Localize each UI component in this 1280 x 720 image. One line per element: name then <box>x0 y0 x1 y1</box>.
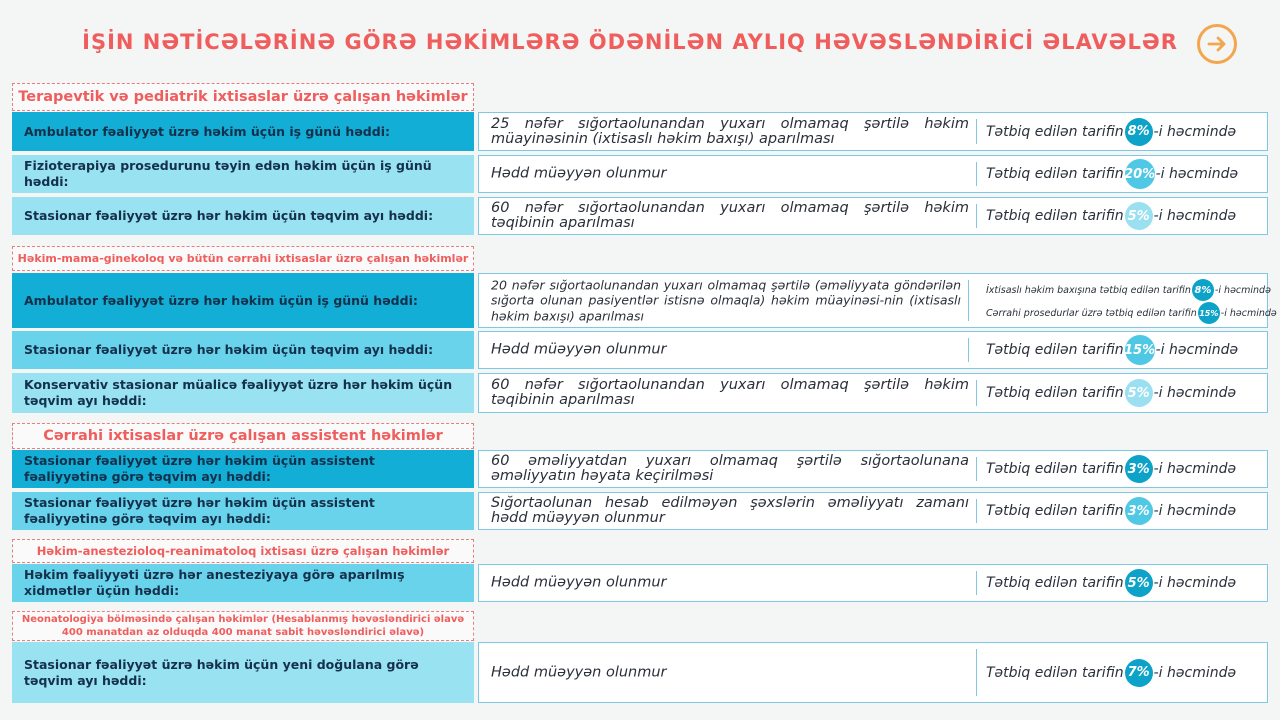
section-heading-anesthesiology: Həkim-anestezioloq-reanimatoloq ixtisası üzrə çalışan həkimlər <box>12 539 474 563</box>
rate-suffix: -i həcmində <box>1153 503 1237 519</box>
rate-suffix: -i həcmində <box>1153 385 1237 401</box>
rate-prefix: Tətbiq edilən tarifin <box>986 664 1124 681</box>
row-condition: 60 nəfər sığortaolunandan yuxarı olmamaq şərtilə həkim təqibinin aparılması <box>491 376 969 408</box>
rate-prefix: Tətbiq edilən tarifin <box>986 208 1124 224</box>
row-content <box>478 112 1268 151</box>
rate-prefix: Tətbiq edilən tarifin <box>986 123 1124 140</box>
row-rate <box>986 335 1238 365</box>
row-rate <box>986 279 1271 301</box>
row-rate <box>986 159 1238 189</box>
row-condition: 60 nəfər sığortaolunandan yuxarı olmamaq şərtilə həkim təqibinin aparılması <box>491 199 969 231</box>
row-label: Həkim fəaliyyəti üzrə hər anesteziyaya görə aparılmış xidmətlər üçün həddi: <box>12 564 474 602</box>
percent-badge: 20% <box>1125 159 1155 189</box>
divider <box>976 204 977 228</box>
row-condition: Hədd müəyyən olunmur <box>491 574 667 591</box>
divider <box>968 338 969 362</box>
row-label: Stasionar fəaliyyət üzrə hər həkim üçün təqvim ayı həddi: <box>12 331 474 369</box>
row-label: Konservativ stasionar müalicə fəaliyyət üzrə hər həkim üçün təqvim ayı həddi: <box>12 373 474 413</box>
row-rate <box>986 569 1236 597</box>
rate-prefix: Tətbiq edilən tarifin <box>986 575 1124 591</box>
row-condition: 25 nəfər sığortaolunandan yuxarı olmamaq şərtilə həkim müayinəsinin (ixtisaslı həkim baxışı) aparılması <box>491 115 969 147</box>
rate-suffix: -i həcmində <box>1153 664 1237 681</box>
divider <box>976 162 977 186</box>
section-heading-therapeutic: Terapevtik və pediatrik ixtisaslar üzrə çalışan həkimlər <box>12 83 474 111</box>
rate-suffix: -i həcmində <box>1155 342 1239 358</box>
rate-suffix: -i həcmində <box>1153 123 1237 140</box>
percent-badge: 5% <box>1125 569 1153 597</box>
page-title: İŞİN NƏTİCƏLƏRİNƏ GÖRƏ HƏKİMLƏRƏ ÖDƏNİLƏN AYLIQ HƏVƏSLƏNDİRİCİ ƏLAVƏLƏR <box>82 30 1178 54</box>
row-rate <box>986 302 1277 324</box>
percent-badge: 5% <box>1125 379 1153 407</box>
row-content <box>478 197 1268 235</box>
section-heading-neonatology: Neonatologiya bölməsində çalışan həkimlər (Hesablanmış həvəsləndirici əlavə 400 manatdan az olduqda 400 manat sabit həvəsləndirici əlavə) <box>12 611 474 641</box>
row-label: Stasionar fəaliyyət üzrə həkim üçün yeni doğulana görə təqvim ayı həddi: <box>12 642 474 703</box>
row-label: Stasionar fəaliyyət üzrə hər həkim üçün assistent fəaliyyətinə görə təqvim ayı həddi: <box>12 492 474 530</box>
row-condition: 60 əməliyyatdan yuxarı olmamaq şərtilə sığortaolunana əməliyyatın həyata keçirilməsi <box>491 452 969 484</box>
percent-badge: 3% <box>1125 455 1153 483</box>
row-condition: 20 nəfər sığortaolunandan yuxarı olmamaq şərtilə (əməliyyata göndərilən sığorta olunan pasiyentlər istisnə olmaqla) həkim müayinəsi-nin (ixtisaslı həkim baxışı) aparılması <box>491 277 961 324</box>
divider <box>976 571 977 595</box>
divider <box>968 280 969 321</box>
row-rate <box>986 455 1236 483</box>
row-condition: Hədd müəyyən olunmur <box>491 165 667 182</box>
row-content <box>478 331 1268 369</box>
row-content <box>478 273 1277 328</box>
rate-suffix: -i həcmində <box>1153 461 1237 477</box>
rate-suffix: -i həcmində <box>1155 166 1239 182</box>
percent-badge: 3% <box>1125 497 1153 525</box>
row-label: Stasionar fəaliyyət üzrə hər həkim üçün təqvim ayı həddi: <box>12 197 474 235</box>
divider <box>976 499 977 523</box>
row-condition: Hədd müəyyən olunmur <box>491 663 667 680</box>
row-content <box>478 642 1268 703</box>
section-heading-assistant: Cərrahi ixtisaslar üzrə çalışan assistent həkimlər <box>12 423 474 449</box>
row-condition: Sığortaolunan hesab edilməyən şəxslərin əməliyyatı zamanı hədd müəyyən olunmur <box>491 494 969 526</box>
divider <box>976 380 977 406</box>
row-rate <box>986 202 1236 230</box>
row-label: Ambulator fəaliyyət üzrə həkim üçün iş günü həddi: <box>12 112 474 151</box>
rate-prefix: Tətbiq edilən tarifin <box>986 503 1124 519</box>
rate-prefix: Tətbiq edilən tarifin <box>986 385 1124 401</box>
row-label: Fizioterapiya prosedurunu təyin edən həkim üçün iş günü həddi: <box>12 155 474 193</box>
rate-prefix: Tətbiq edilən tarifin <box>986 461 1124 477</box>
percent-badge: 5% <box>1125 202 1153 230</box>
row-rate <box>986 497 1236 525</box>
percent-badge: 15% <box>1198 302 1220 324</box>
rate-suffix: -i həcmində <box>1214 284 1271 296</box>
rate-prefix: İxtisaslı həkim baxışına tətbiq edilən tarifin <box>986 284 1191 296</box>
row-rate <box>986 118 1236 146</box>
next-slide-button[interactable] <box>1197 24 1237 64</box>
percent-badge: 8% <box>1192 279 1214 301</box>
rate-prefix: Cərrahi prosedurlar üzrə tətbiq edilən tarifin <box>986 307 1197 319</box>
row-content <box>478 155 1268 193</box>
percent-badge: 15% <box>1125 335 1155 365</box>
rate-prefix: Tətbiq edilən tarifin <box>986 342 1124 358</box>
rate-suffix: -i həcmində <box>1153 575 1237 591</box>
divider <box>976 649 977 696</box>
arrow-right-circle-icon <box>1206 33 1228 55</box>
divider <box>976 119 977 144</box>
row-rate <box>986 379 1236 407</box>
row-label: Stasionar fəaliyyət üzrə hər həkim üçün assistent fəaliyyətinə görə təqvim ayı həddi: <box>12 450 474 488</box>
row-rate <box>986 659 1236 687</box>
percent-badge: 8% <box>1125 118 1153 146</box>
row-content <box>478 373 1268 413</box>
rate-prefix: Tətbiq edilən tarifin <box>986 166 1124 182</box>
row-content <box>478 564 1268 602</box>
percent-badge: 7% <box>1125 659 1153 687</box>
row-content <box>478 450 1268 488</box>
rate-suffix: -i həcmində <box>1220 307 1277 319</box>
row-label: Ambulator fəaliyyət üzrə hər həkim üçün iş günü həddi: <box>12 273 474 328</box>
rate-suffix: -i həcmində <box>1153 208 1237 224</box>
row-condition: Hədd müəyyən olunmur <box>491 341 667 358</box>
divider <box>976 457 977 481</box>
section-heading-gynecology-surgery: Həkim-mama-ginekoloq və bütün cərrahi ixtisaslar üzrə çalışan həkimlər <box>12 246 474 271</box>
row-content <box>478 492 1268 530</box>
